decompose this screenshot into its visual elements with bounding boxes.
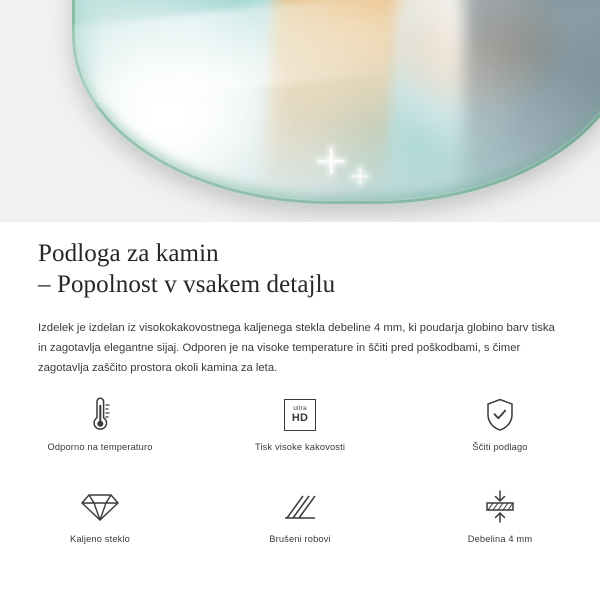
text-content — [0, 222, 600, 378]
shield-check-icon — [483, 392, 517, 438]
feature-item-polished-edges — [200, 484, 400, 562]
feature-label: Odporno na temperaturo — [47, 442, 153, 452]
decor-swirl-dark — [464, 0, 600, 196]
feature-label: Brušeni robovi — [269, 534, 331, 544]
page-title-line-2: – Popolnost v vsakem detajlu — [38, 271, 336, 298]
page-title — [0, 222, 600, 300]
feature-item-temperature — [0, 392, 200, 470]
hero-image — [0, 0, 600, 222]
feature-label: Ščiti podlago — [472, 442, 528, 452]
page-title-line-1: Podloga za kamin — [38, 240, 219, 267]
feature-label: Debelina 4 mm — [467, 534, 533, 544]
ultra-hd-icon: ultra HD — [284, 392, 316, 438]
feature-label: Kaljeno steklo — [70, 534, 130, 544]
thickness-icon — [480, 484, 520, 530]
feature-label: Tisk visoke kakovosti — [254, 442, 346, 452]
glass-board-image — [72, 0, 600, 204]
feature-grid — [0, 392, 600, 562]
feature-item-protects-surface — [400, 392, 600, 470]
decor-swirl-light — [94, 0, 318, 204]
feature-item-tempered-glass — [0, 484, 200, 562]
thermometer-icon — [83, 392, 117, 438]
polished-edges-icon — [281, 484, 319, 530]
body-paragraph: Izdelek je izdelan iz visokokakovostnega kaljenega stekla debeline 4 mm, ki poudarja globino barv tiska in zagotavlja elegantne sijaj. Odporen je na visoke temperature in ščiti pred poškodbami, s čimer zagotavlja zaščito prostora okoli kamina za leta. — [38, 322, 555, 374]
feature-item-print-quality — [200, 392, 400, 470]
feature-item-thickness — [400, 484, 600, 562]
diamond-icon — [80, 484, 120, 530]
